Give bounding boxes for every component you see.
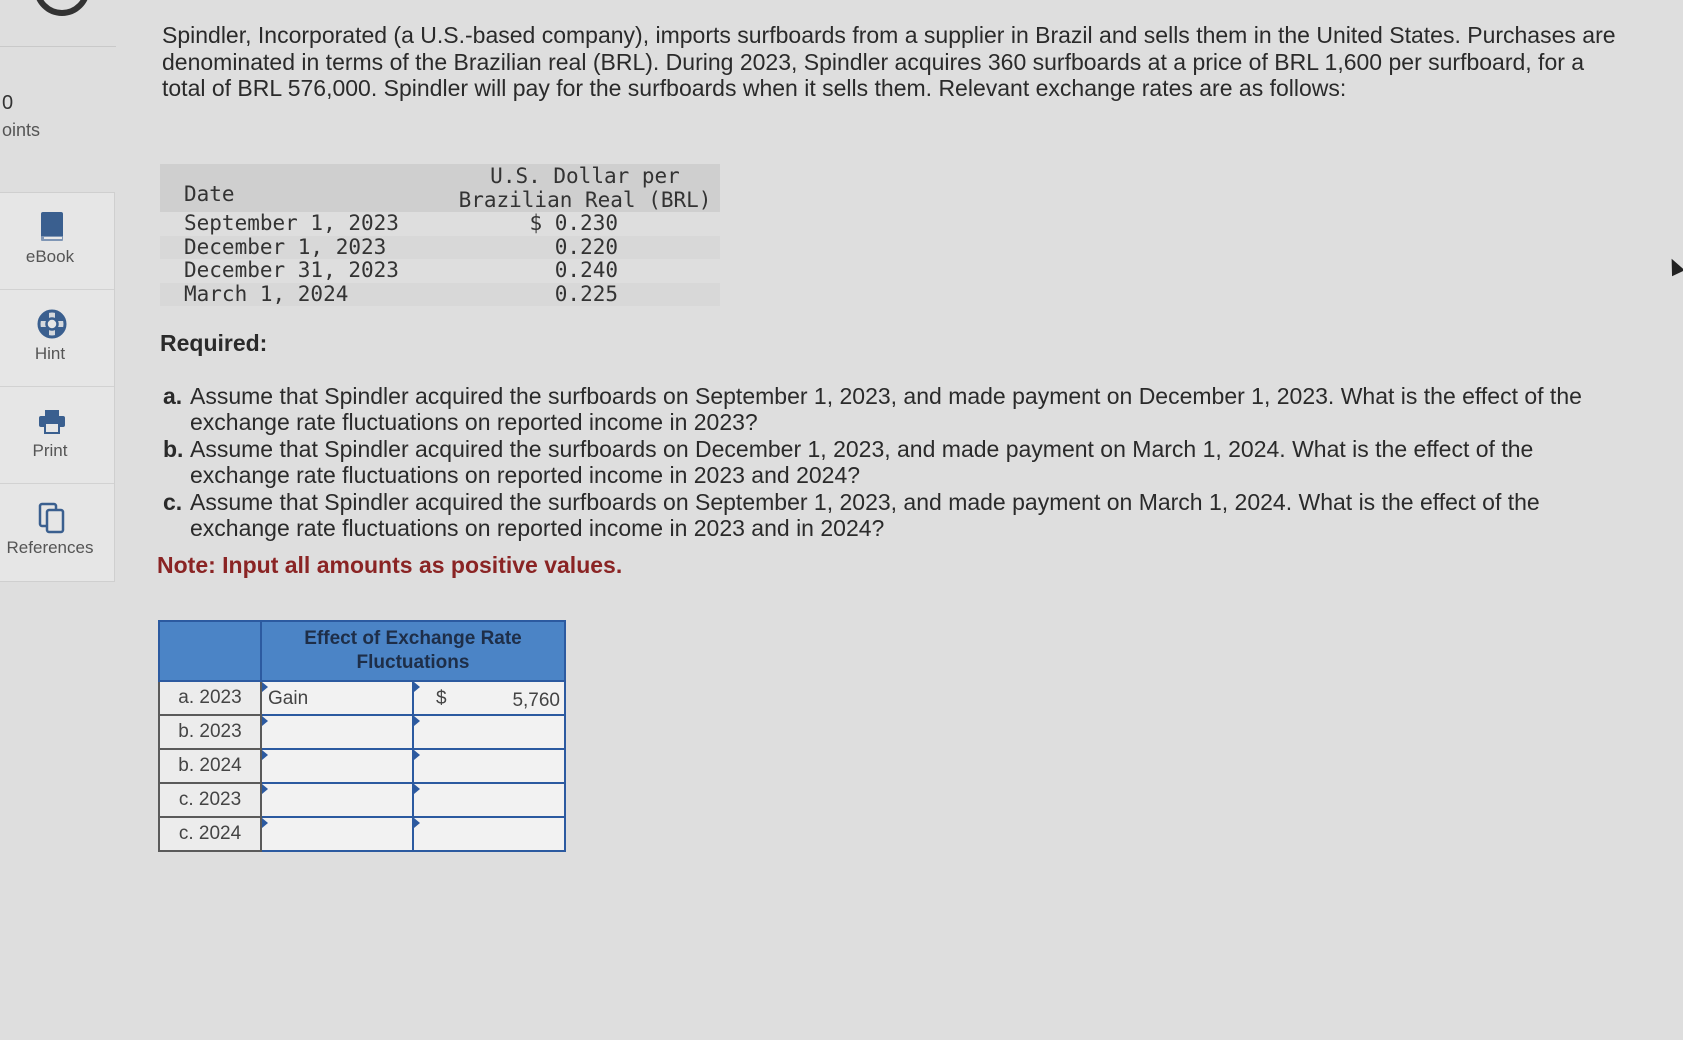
printer-icon xyxy=(36,403,68,439)
sidebar-tools xyxy=(0,192,115,582)
table-row xyxy=(160,259,720,283)
date-column-header: Date xyxy=(184,182,235,206)
table-row xyxy=(159,749,565,783)
row-label: b. 2023 xyxy=(159,715,261,749)
requirement-item xyxy=(163,384,1633,435)
row-label: c. 2024 xyxy=(159,817,261,851)
sidebar-item-label: References xyxy=(6,538,94,557)
requirement-letter: b. xyxy=(163,436,184,462)
gain-loss-select[interactable] xyxy=(261,783,413,817)
amount-input[interactable] xyxy=(413,681,565,715)
note-text: Note: Input all amounts as positive values. xyxy=(157,552,623,578)
sidebar-item-references[interactable] xyxy=(0,484,114,580)
exchange-rate-header xyxy=(160,164,720,212)
dropdown-marker-icon xyxy=(262,750,268,760)
table-row xyxy=(160,283,720,307)
input-marker-icon xyxy=(414,716,420,726)
rate-value: 0.225 xyxy=(554,281,618,306)
sidebar xyxy=(0,0,116,1040)
amount-input[interactable] xyxy=(413,783,565,817)
sidebar-item-hint[interactable] xyxy=(0,290,114,387)
row-label: a. 2023 xyxy=(159,681,261,715)
table-row xyxy=(159,715,565,749)
sidebar-item-ebook[interactable] xyxy=(0,193,114,290)
dropdown-marker-icon xyxy=(262,784,268,794)
rate-date: December 1, 2023 xyxy=(184,234,387,259)
copy-icon xyxy=(36,500,68,536)
rate-date: December 31, 2023 xyxy=(184,258,399,282)
table-row xyxy=(160,212,720,236)
gain-loss-select[interactable] xyxy=(261,817,413,851)
gain-loss-select[interactable] xyxy=(261,681,413,715)
book-icon xyxy=(36,209,68,245)
sidebar-item-print[interactable] xyxy=(0,387,114,484)
input-marker-icon xyxy=(414,682,420,692)
amount-input[interactable] xyxy=(413,817,565,851)
rate-value: 0.220 xyxy=(554,234,618,259)
sidebar-top xyxy=(0,0,116,47)
requirement-item xyxy=(163,490,1633,541)
amount-input[interactable] xyxy=(413,749,565,783)
problem-statement: Spindler, Incorporated (a U.S.-based company), imports surfboards from a supplier in Brazil and sells them in the United States. Purchases are denominated in terms of the Brazilian real (BRL). During 2023, Spindler acquires 360 surfboards at a price of BRL 1,600 per surfboard, for a total of BRL 576,000. Spindler will pay for the surfboards when it sells them. Relevant exchange rates are as follows: xyxy=(162,22,1616,101)
rate-value: 0.240 xyxy=(554,258,618,282)
dropdown-marker-icon xyxy=(262,716,268,726)
answer-grid xyxy=(158,620,566,852)
exchange-rate-table xyxy=(160,164,720,306)
requirements-list xyxy=(163,384,1633,543)
mouse-cursor-icon xyxy=(1665,256,1683,276)
row-label: c. 2023 xyxy=(159,783,261,817)
amount-value: 5,760 xyxy=(512,690,560,711)
rate-header-line: U.S. Dollar per xyxy=(490,164,680,188)
points-label: oints xyxy=(2,120,41,140)
dropdown-marker-icon xyxy=(262,818,268,828)
gain-loss-select[interactable] xyxy=(261,715,413,749)
requirement-letter: a. xyxy=(163,383,183,409)
sidebar-item-label: Print xyxy=(32,441,68,460)
answer-grid-title: Effect of Exchange Rate Fluctuations xyxy=(261,621,565,681)
currency-symbol: $ xyxy=(436,688,447,709)
rate-date: March 1, 2024 xyxy=(184,281,349,306)
table-row xyxy=(159,783,565,817)
rate-column-header xyxy=(450,164,720,212)
sidebar-item-label: eBook xyxy=(25,247,75,266)
rate-date: September 1, 2023 xyxy=(184,211,399,235)
rate-header-line: Brazilian Real (BRL) xyxy=(458,188,712,212)
amount-input[interactable] xyxy=(413,715,565,749)
input-marker-icon xyxy=(414,784,420,794)
required-heading: Required: xyxy=(160,330,268,356)
input-marker-icon xyxy=(414,818,420,828)
progress-ring-icon xyxy=(34,0,90,16)
requirement-text: Assume that Spindler acquired the surfboards on September 1, 2023, and made payment on December 1, 2023. What is the effect of the exchange rate fluctuations on reported income in 2023? xyxy=(190,383,1582,435)
points-value: 0 xyxy=(2,92,14,114)
gain-loss-value: Gain xyxy=(268,688,309,709)
requirement-text: Assume that Spindler acquired the surfboards on December 1, 2023, and made payment on March 1, 2024. What is the effect of the exchange rate fluctuations on reported income in 2023 and 2024? xyxy=(190,436,1534,488)
rate-value: $ 0.230 xyxy=(529,211,618,235)
table-row xyxy=(159,817,565,851)
sidebar-item-label: Hint xyxy=(34,344,66,363)
gain-loss-select[interactable] xyxy=(261,749,413,783)
row-label: b. 2024 xyxy=(159,749,261,783)
corner-cell xyxy=(159,621,261,681)
table-row xyxy=(160,236,720,260)
requirement-item xyxy=(163,437,1633,488)
lifebuoy-icon xyxy=(36,306,68,342)
requirement-text: Assume that Spindler acquired the surfboards on September 1, 2023, and made payment on March 1, 2024. What is the effect of the exchange rate fluctuations on reported income in 2023 and in 2024? xyxy=(190,489,1540,541)
input-marker-icon xyxy=(414,750,420,760)
table-row xyxy=(159,681,565,715)
answer-grid-header xyxy=(159,621,565,681)
requirement-letter: c. xyxy=(163,489,183,515)
